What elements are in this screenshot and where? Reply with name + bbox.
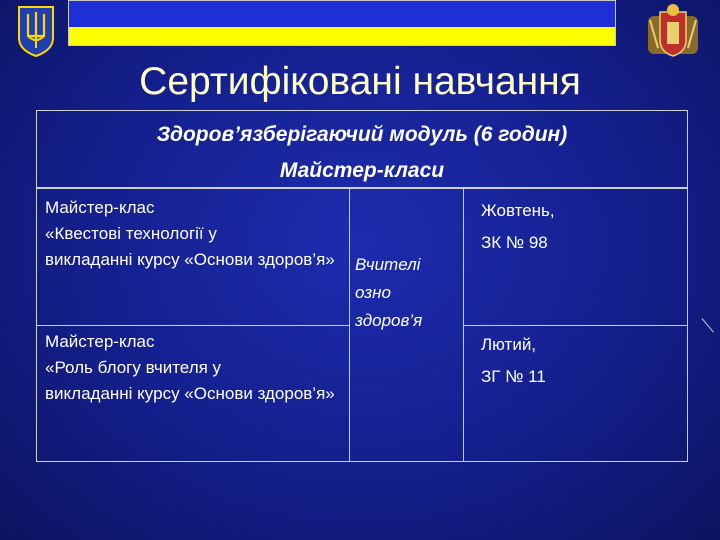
row-date: Жовтень, [481, 201, 555, 220]
table-header-line1: Здоров’язберігаючий модуль (6 годин) [156, 123, 568, 146]
row-date: Лютий, [481, 335, 537, 354]
flag-bar [68, 0, 616, 46]
audience-line1: Вчителі [355, 255, 421, 274]
page-title: Сертифіковані навчання [139, 60, 581, 103]
row-text-line1: «Квестові технології у [45, 224, 217, 243]
table-row [45, 329, 345, 404]
decorative-line [702, 318, 714, 332]
row-schedule [481, 195, 681, 259]
courses-table [36, 110, 688, 462]
table-row [45, 195, 345, 270]
header-divider [37, 187, 688, 189]
audience-line2: озно [355, 283, 391, 302]
audience-cell [355, 251, 459, 335]
row-place: ЗК № 98 [481, 233, 548, 252]
ukraine-trident-icon [16, 4, 56, 58]
table-header-line2: Майстер-класи [279, 159, 445, 182]
row-text-rest: викладанні курсу «Основи здоров’я» [45, 250, 335, 269]
row-label: Майстер-клас [45, 198, 155, 217]
column-divider-2 [463, 189, 464, 462]
regional-coat-of-arms-icon [646, 2, 700, 58]
flag-blue-stripe [69, 1, 615, 27]
row-text-rest: викладанні курсу «Основи здоров’я» [45, 384, 335, 403]
flag-yellow-stripe [69, 27, 615, 45]
row-divider-right [463, 325, 688, 326]
row-divider-left [37, 325, 349, 326]
row-place: ЗГ № 11 [481, 367, 546, 386]
column-divider-1 [349, 189, 350, 462]
row-label: Майстер-клас [45, 332, 155, 351]
audience-line3: здоров’я [355, 311, 423, 330]
row-text-line1: «Роль блогу вчителя у [45, 358, 222, 377]
row-schedule [481, 329, 681, 393]
